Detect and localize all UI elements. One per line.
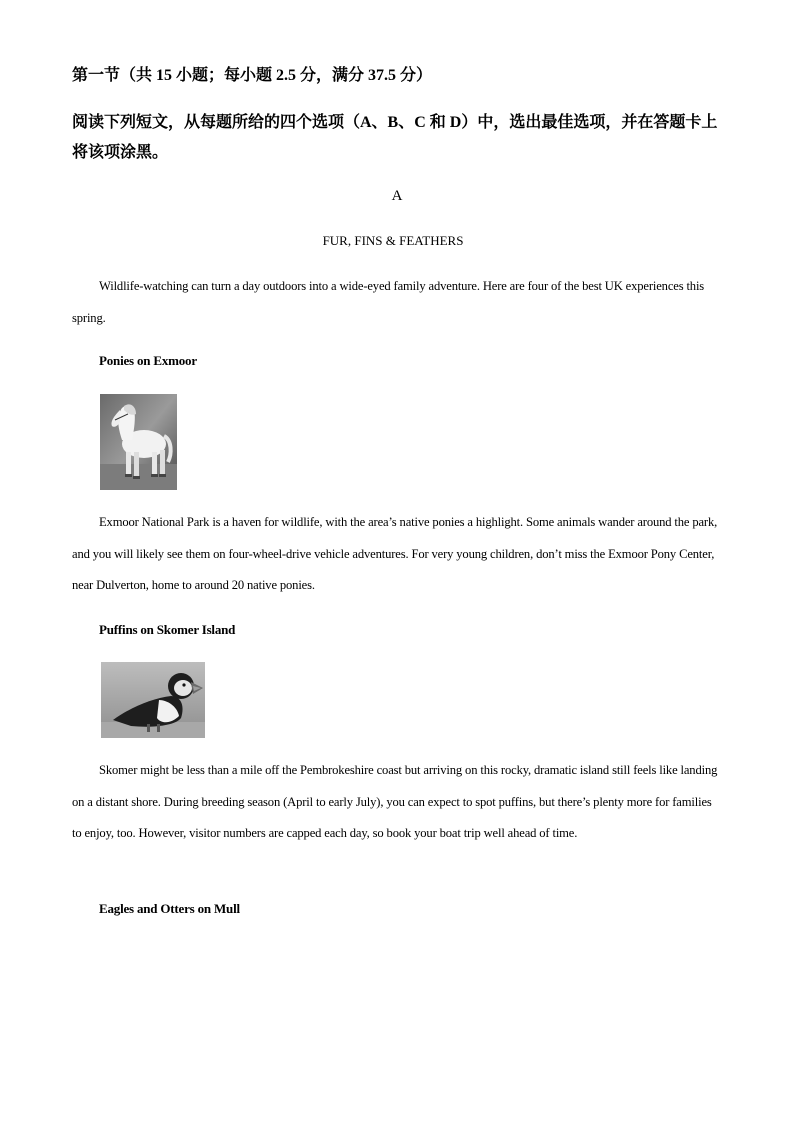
pony-heading: Ponies on Exmoor — [99, 353, 197, 368]
passage-intro: Wildlife-watching can turn a day outdoors into a wide-eyed family adventure. Here are four of the best UK experiences this spring. — [72, 279, 705, 325]
pony-text: Exmoor National Park is a haven for wildlife, with the area’s native ponies a highlight. Some animals wander around the park, and you will likely see them on four-wheel-drive vehicle adventures. For very young children, don’t miss the Exmoor Pony Center, near Dulverton, home to around 20 native ponies. — [72, 515, 718, 592]
eagles-heading: Eagles and Otters on Mull — [99, 901, 240, 916]
pony-photo — [100, 394, 177, 490]
passage-title: FUR, FINS & FEATHERS — [322, 233, 464, 248]
section-heading: 第一节（共 15 小题；每小题 2.5 分，满分 37.5 分） — [72, 67, 433, 84]
instructions: 阅读下列短文，从每题所给的四个选项（A、B、C 和 D）中，选出最佳选项，并在答题卡上将该项涂黑。 — [72, 114, 718, 161]
puffin-text: Skomer might be less than a mile off the Pembrokeshire coast but arriving on this rocky, dramatic island still feels like landing on a distant shore. During breeding season (April to early July), you can expect to spot puffins, but there’s plenty more for families to enjoy, too. However, visitor numbers are capped each day, so book your boat trip well ahead of time. — [72, 763, 718, 840]
passage-letter: A — [391, 188, 403, 204]
puffin-heading: Puffins on Skomer Island — [99, 622, 236, 637]
puffin-photo — [101, 662, 205, 738]
